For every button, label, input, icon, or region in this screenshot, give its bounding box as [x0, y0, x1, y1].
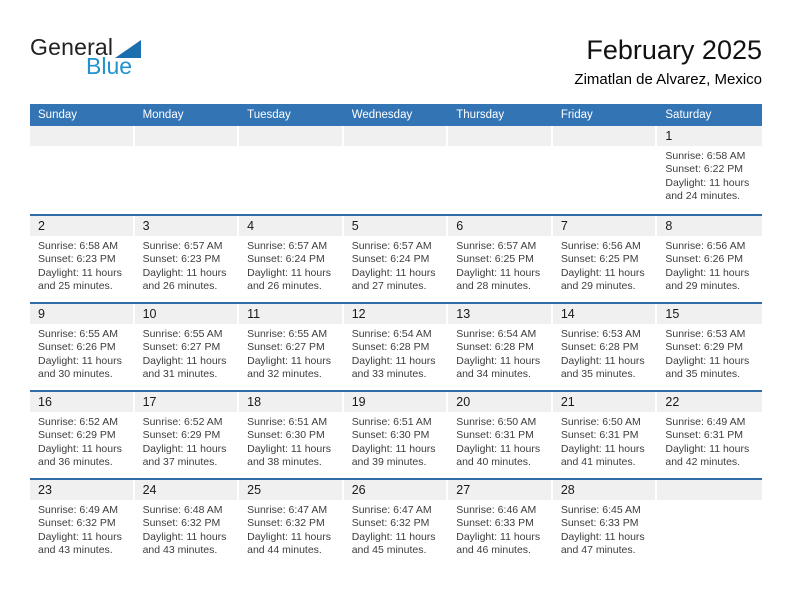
day-cell	[448, 304, 553, 390]
week-row	[30, 390, 762, 478]
day-info	[553, 324, 658, 382]
day-cell	[239, 126, 344, 214]
sunrise-text: Sunrise: 6:50 AM	[456, 416, 537, 428]
day-info	[239, 146, 344, 150]
day-cell	[30, 126, 135, 214]
sunrise-text: Sunrise: 6:55 AM	[247, 328, 328, 340]
day-info	[657, 500, 762, 504]
day-number-bar	[448, 304, 553, 324]
daylight-text: Daylight: 11 hours and 26 minutes.	[247, 266, 331, 293]
day-info	[448, 500, 553, 558]
day-cell	[448, 126, 553, 214]
day-number-bar	[344, 392, 449, 412]
weekday-friday: Friday	[560, 109, 593, 121]
day-number-bar	[448, 216, 553, 236]
day-info	[135, 324, 240, 382]
daylight-text: Daylight: 11 hours and 43 minutes.	[38, 530, 122, 557]
day-info	[239, 500, 344, 558]
day-number	[657, 480, 762, 484]
sunset-text: Sunset: 6:22 PM	[665, 163, 744, 176]
day-number-bar	[657, 480, 762, 500]
sunrise-text: Sunrise: 6:55 AM	[38, 328, 118, 340]
day-number: 8	[665, 219, 673, 233]
sunrise-text: Sunrise: 6:50 AM	[560, 416, 641, 428]
day-info	[344, 412, 449, 470]
day-number: 11	[247, 307, 261, 321]
day-number-bar	[553, 480, 658, 500]
sunrise-text: Sunrise: 6:51 AM	[247, 416, 328, 428]
sunset-text: Sunset: 6:32 PM	[247, 517, 325, 530]
day-number-bar	[657, 304, 762, 324]
day-cell	[448, 216, 553, 302]
sunset-text: Sunset: 6:24 PM	[351, 253, 430, 266]
day-number: 2	[38, 219, 45, 233]
sunset-text: Sunset: 6:31 PM	[560, 429, 639, 442]
day-cell	[657, 392, 762, 478]
day-info	[448, 324, 553, 382]
day-number: 22	[665, 395, 680, 409]
day-number-bar	[30, 126, 135, 146]
daylight-text: Daylight: 11 hours and 31 minutes.	[142, 354, 227, 381]
day-cell	[657, 480, 762, 566]
daylight-text: Daylight: 11 hours and 36 minutes.	[38, 442, 122, 469]
sunrise-text: Sunrise: 6:58 AM	[665, 150, 746, 162]
sunset-text: Sunset: 6:25 PM	[560, 253, 639, 266]
weekday-saturday: Saturday	[665, 109, 712, 121]
page-title: February 2025	[586, 35, 762, 65]
day-info	[448, 146, 553, 150]
sunset-text: Sunset: 6:23 PM	[142, 253, 221, 266]
sunset-text: Sunset: 6:27 PM	[142, 341, 221, 354]
sunset-text: Sunset: 6:29 PM	[38, 429, 116, 442]
logo-text-general: General	[30, 34, 114, 60]
day-number-bar	[448, 480, 553, 500]
day-cell	[135, 304, 240, 390]
page-subtitle: Zimatlan de Alvarez, Mexico	[574, 71, 762, 89]
day-number-bar	[448, 126, 553, 146]
day-number: 7	[560, 219, 568, 233]
day-number: 24	[142, 483, 157, 497]
sunrise-text: Sunrise: 6:49 AM	[38, 504, 118, 516]
sunrise-text: Sunrise: 6:47 AM	[247, 504, 328, 516]
daylight-text: Daylight: 11 hours and 39 minutes.	[351, 442, 436, 469]
daylight-text: Daylight: 11 hours and 28 minutes.	[456, 266, 541, 293]
sunset-text: Sunset: 6:28 PM	[560, 341, 639, 354]
day-number-bar	[239, 392, 344, 412]
day-number: 9	[38, 307, 45, 321]
day-number-bar	[657, 126, 762, 146]
logo-text-blue: Blue	[86, 53, 133, 79]
sunset-text: Sunset: 6:27 PM	[247, 341, 325, 354]
sunrise-text: Sunrise: 6:54 AM	[351, 328, 432, 340]
day-info	[344, 500, 449, 558]
sunrise-text: Sunrise: 6:48 AM	[142, 504, 223, 516]
day-number-bar	[30, 304, 135, 324]
daylight-text: Daylight: 11 hours and 47 minutes.	[560, 530, 645, 557]
weekday-tuesday: Tuesday	[247, 109, 291, 121]
day-number-bar	[239, 126, 344, 146]
day-number: 13	[456, 307, 471, 321]
sunset-text: Sunset: 6:30 PM	[351, 429, 430, 442]
daylight-text: Daylight: 11 hours and 25 minutes.	[38, 266, 122, 293]
day-info	[30, 146, 135, 150]
sunset-text: Sunset: 6:30 PM	[247, 429, 325, 442]
day-number-bar	[448, 392, 553, 412]
day-info	[657, 324, 762, 382]
day-number: 23	[38, 483, 52, 497]
daylight-text: Daylight: 11 hours and 38 minutes.	[247, 442, 331, 469]
daylight-text: Daylight: 11 hours and 24 minutes.	[665, 176, 750, 203]
sunset-text: Sunset: 6:32 PM	[351, 517, 430, 530]
week-row	[30, 126, 762, 214]
sunrise-text: Sunrise: 6:51 AM	[351, 416, 432, 428]
day-info	[657, 412, 762, 470]
sunrise-text: Sunrise: 6:55 AM	[142, 328, 223, 340]
day-info	[30, 412, 135, 470]
day-cell	[657, 216, 762, 302]
day-info	[135, 236, 240, 294]
day-cell	[344, 480, 449, 566]
day-cell	[657, 126, 762, 214]
daylight-text: Daylight: 11 hours and 42 minutes.	[665, 442, 750, 469]
day-cell	[30, 304, 135, 390]
day-number-bar	[553, 216, 658, 236]
day-cell	[553, 304, 658, 390]
day-number-bar	[344, 126, 449, 146]
daylight-text: Daylight: 11 hours and 34 minutes.	[456, 354, 541, 381]
weekday-sunday: Sunday	[38, 109, 78, 121]
day-cell	[135, 126, 240, 214]
day-info	[553, 412, 658, 470]
sunset-text: Sunset: 6:31 PM	[456, 429, 534, 442]
sunset-text: Sunset: 6:32 PM	[38, 517, 116, 530]
calendar-body	[30, 126, 762, 566]
sunset-text: Sunset: 6:32 PM	[142, 517, 221, 530]
day-cell	[135, 392, 240, 478]
week-row	[30, 214, 762, 302]
daylight-text: Daylight: 11 hours and 40 minutes.	[456, 442, 541, 469]
day-cell	[344, 126, 449, 214]
day-number: 6	[456, 219, 464, 233]
day-info	[135, 146, 240, 150]
sunset-text: Sunset: 6:33 PM	[560, 517, 639, 530]
day-number-bar	[657, 392, 762, 412]
day-number: 27	[456, 483, 471, 497]
day-info	[30, 236, 135, 294]
day-number: 1	[665, 129, 673, 143]
day-number: 17	[142, 395, 157, 409]
day-number-bar	[239, 304, 344, 324]
title-block	[574, 34, 762, 88]
sunrise-text: Sunrise: 6:47 AM	[351, 504, 432, 516]
day-cell	[30, 392, 135, 478]
day-number	[344, 126, 447, 130]
day-number: 15	[665, 307, 680, 321]
day-cell	[344, 392, 449, 478]
sunset-text: Sunset: 6:33 PM	[456, 517, 534, 530]
general-blue-logo	[30, 36, 141, 78]
day-number: 3	[142, 219, 150, 233]
day-info	[344, 324, 449, 382]
day-number-bar	[239, 480, 344, 500]
day-number	[30, 126, 133, 130]
day-number	[448, 126, 551, 130]
sunrise-text: Sunrise: 6:58 AM	[38, 240, 118, 252]
day-number-bar	[553, 126, 658, 146]
daylight-text: Daylight: 11 hours and 44 minutes.	[247, 530, 331, 557]
day-number-bar	[553, 304, 658, 324]
day-number-bar	[30, 216, 135, 236]
day-number-bar	[30, 480, 135, 500]
sunset-text: Sunset: 6:25 PM	[456, 253, 534, 266]
day-info	[553, 236, 658, 294]
daylight-text: Daylight: 11 hours and 35 minutes.	[665, 354, 750, 381]
day-number-bar	[344, 304, 449, 324]
day-number	[553, 126, 656, 130]
day-cell	[344, 216, 449, 302]
day-cell	[553, 126, 658, 214]
day-info	[135, 500, 240, 558]
daylight-text: Daylight: 11 hours and 33 minutes.	[351, 354, 436, 381]
sunrise-text: Sunrise: 6:53 AM	[560, 328, 641, 340]
weekday-wednesday: Wednesday	[351, 109, 413, 121]
sunrise-text: Sunrise: 6:57 AM	[247, 240, 328, 252]
day-number-bar	[135, 480, 240, 500]
sunset-text: Sunset: 6:24 PM	[247, 253, 325, 266]
day-number-bar	[135, 216, 240, 236]
sunrise-text: Sunrise: 6:54 AM	[456, 328, 537, 340]
day-number-bar	[553, 392, 658, 412]
sunset-text: Sunset: 6:28 PM	[351, 341, 430, 354]
daylight-text: Daylight: 11 hours and 29 minutes.	[665, 266, 750, 293]
sunrise-text: Sunrise: 6:57 AM	[351, 240, 432, 252]
day-number-bar	[344, 480, 449, 500]
day-info	[239, 412, 344, 470]
day-number: 16	[38, 395, 52, 409]
day-info	[553, 146, 658, 150]
sunrise-text: Sunrise: 6:57 AM	[456, 240, 537, 252]
day-number: 18	[247, 395, 262, 409]
day-number: 19	[351, 395, 366, 409]
day-number: 25	[247, 483, 262, 497]
weekday-header-bar	[30, 104, 762, 126]
day-number: 26	[351, 483, 366, 497]
day-info	[30, 324, 135, 382]
day-cell	[553, 216, 658, 302]
day-number-bar	[239, 216, 344, 236]
sunset-text: Sunset: 6:31 PM	[665, 429, 744, 442]
week-row	[30, 478, 762, 566]
day-info	[657, 236, 762, 294]
sunrise-text: Sunrise: 6:46 AM	[456, 504, 537, 516]
day-cell	[30, 480, 135, 566]
daylight-text: Daylight: 11 hours and 32 minutes.	[247, 354, 331, 381]
sunrise-text: Sunrise: 6:56 AM	[560, 240, 641, 252]
sunset-text: Sunset: 6:29 PM	[665, 341, 744, 354]
sunrise-text: Sunrise: 6:49 AM	[665, 416, 746, 428]
day-cell	[448, 392, 553, 478]
day-info	[553, 500, 658, 558]
daylight-text: Daylight: 11 hours and 37 minutes.	[142, 442, 227, 469]
sunset-text: Sunset: 6:28 PM	[456, 341, 534, 354]
daylight-text: Daylight: 11 hours and 46 minutes.	[456, 530, 541, 557]
day-info	[239, 324, 344, 382]
day-number-bar	[30, 392, 135, 412]
weekday-monday: Monday	[142, 109, 184, 121]
day-number-bar	[344, 216, 449, 236]
day-info	[30, 500, 135, 558]
day-cell	[553, 480, 658, 566]
sunrise-text: Sunrise: 6:56 AM	[665, 240, 746, 252]
daylight-text: Daylight: 11 hours and 29 minutes.	[560, 266, 645, 293]
week-row	[30, 302, 762, 390]
day-number: 28	[560, 483, 575, 497]
daylight-text: Daylight: 11 hours and 26 minutes.	[142, 266, 227, 293]
day-number-bar	[135, 392, 240, 412]
calendar-table	[30, 104, 762, 566]
day-number-bar	[657, 216, 762, 236]
day-cell	[553, 392, 658, 478]
day-number-bar	[135, 304, 240, 324]
daylight-text: Daylight: 11 hours and 41 minutes.	[560, 442, 645, 469]
sunset-text: Sunset: 6:26 PM	[665, 253, 744, 266]
day-number	[135, 126, 238, 130]
day-number: 14	[560, 307, 575, 321]
weekday-thursday: Thursday	[456, 109, 505, 121]
day-number: 4	[247, 219, 255, 233]
day-number: 10	[142, 307, 157, 321]
sunrise-text: Sunrise: 6:52 AM	[142, 416, 223, 428]
daylight-text: Daylight: 11 hours and 43 minutes.	[142, 530, 227, 557]
day-cell	[239, 480, 344, 566]
sunrise-text: Sunrise: 6:52 AM	[38, 416, 118, 428]
day-cell	[135, 216, 240, 302]
day-cell	[448, 480, 553, 566]
sunrise-text: Sunrise: 6:45 AM	[560, 504, 641, 516]
day-cell	[239, 216, 344, 302]
day-cell	[239, 304, 344, 390]
day-number: 12	[351, 307, 366, 321]
day-number: 20	[456, 395, 471, 409]
day-info	[448, 236, 553, 294]
day-cell	[135, 480, 240, 566]
day-number: 5	[351, 219, 359, 233]
day-number: 21	[560, 395, 575, 409]
day-info	[344, 146, 449, 150]
day-number-bar	[135, 126, 240, 146]
day-info	[344, 236, 449, 294]
sunset-text: Sunset: 6:26 PM	[38, 341, 116, 354]
sunset-text: Sunset: 6:23 PM	[38, 253, 116, 266]
daylight-text: Daylight: 11 hours and 27 minutes.	[351, 266, 436, 293]
day-info	[448, 412, 553, 470]
daylight-text: Daylight: 11 hours and 35 minutes.	[560, 354, 645, 381]
day-number	[239, 126, 342, 130]
day-info	[239, 236, 344, 294]
day-cell	[239, 392, 344, 478]
sunrise-text: Sunrise: 6:57 AM	[142, 240, 223, 252]
sunrise-text: Sunrise: 6:53 AM	[665, 328, 746, 340]
day-cell	[344, 304, 449, 390]
daylight-text: Daylight: 11 hours and 45 minutes.	[351, 530, 436, 557]
day-info	[657, 146, 762, 204]
day-cell	[30, 216, 135, 302]
day-cell	[657, 304, 762, 390]
day-info	[135, 412, 240, 470]
sunset-text: Sunset: 6:29 PM	[142, 429, 221, 442]
daylight-text: Daylight: 11 hours and 30 minutes.	[38, 354, 122, 381]
